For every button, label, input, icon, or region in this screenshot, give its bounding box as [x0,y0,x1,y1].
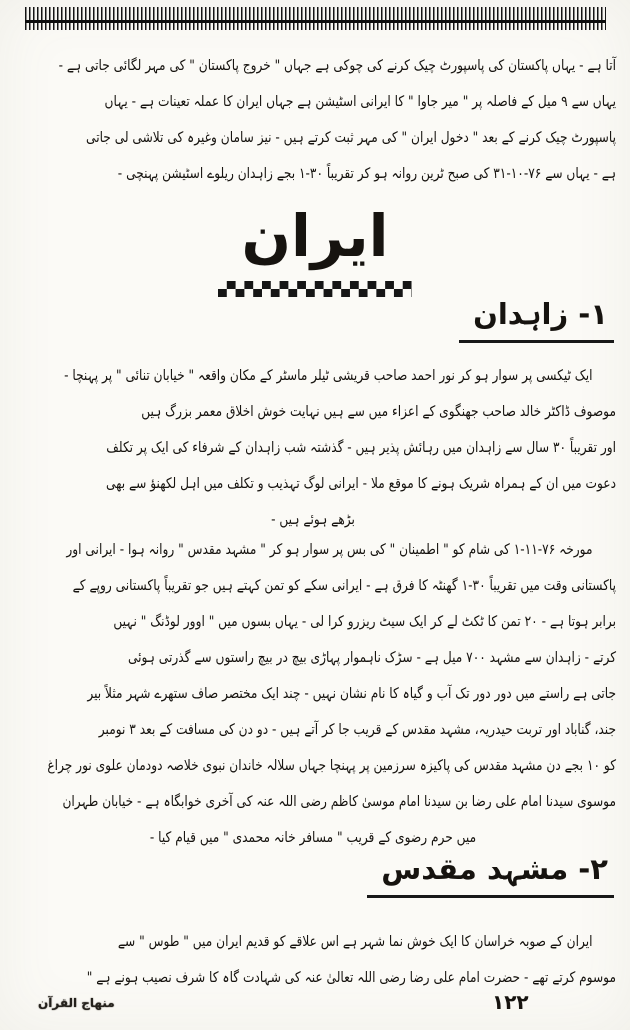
zahidan-paragraph-2 [10,532,616,856]
page-title: ایران [241,202,389,270]
title-ornament [218,281,412,297]
text-line: موصوف ڈاکٹر خالد صاحب جھنگوی کے اعزاء میں سے ہیں نہایت خوش اخلاق معمر بزرگ ہیں [141,404,616,420]
text-line: مورخہ ⁦۱-۱۱-۷۶⁩ کی شام کو " اطمینان " کی بس پر سوار ہو کر " مشہد مقدس " روانہ ہوا - ایرانی اور [66,542,593,558]
section-heading-mashhad [367,852,614,898]
text-line: جند، گناباد اور تربت حیدریہ، مشہد مقدس کے قریب جا کر آتے ہیں - دو دن کی مسافت کے بعد ۳ نومبر [98,722,616,738]
publisher-stamp: منهاج القرآن [38,996,115,1010]
text-line: موسوی سیدنا امام علی رضا بن سیدنا امام موسیٰ کاظم رضی اللہ عنہ کی آخری خوابگاہ ہے - خیابان طہران [62,794,617,810]
section-heading-zahidan [459,297,614,343]
text-line: پاسپورٹ چیک کرنے کے بعد " دخول ایران " کی مہر ثبت کرتے ہیں - نیز سامان وغیرہ کی تلاشی لی جاتی [86,130,617,146]
page-number: ۱۲۲ [492,990,529,1014]
top-ornament-band [25,7,606,30]
text-line: بڑھے ہوئے ہیں - [271,512,355,528]
text-line: پاکستانی وقت میں تقریباً ⁦۱-۳۰⁩ گھنٹہ کا فرق ہے - ایرانی سکے کو تمن کہتے ہیں جو تقریباً پاکستانی روپے کے [72,578,616,594]
text-line: یہاں سے ۹ میل کے فاصلہ پر " میر جاوا " کا ایرانی اسٹیشن ہے جہاں ایران کا عملہ تعینات ہے - یہاں [104,94,616,110]
mashhad-paragraph [10,924,616,996]
text-line: کو ۱۰ بجے دن مشہد مقدس کی پاکیزہ سرزمین پر پہنچا جہاں سلالہ خاندان نبوی خلاصہ دودمان علوی نور چراغ [47,758,616,774]
text-line: آتا ہے - یہاں پاکستان کی پاسپورٹ چیک کرنے کی چوکی ہے جہاں " خروج پاکستان " کی مہر لگائی جاتی ہے - [58,58,616,74]
text-line: ایران کے صوبہ خراسان کا ایک خوش نما شہر ہے اس علاقے کو قدیم ایران میں " طوس " سے [117,934,593,950]
section-heading-text: ۱- زاہدان [459,297,614,343]
text-line: ہے - یہاں سے ⁦۳۱-۱۰-۷۶⁩ کی صبح ٹرین روانہ ہو کر تقریباً ⁦۱-۳۰⁩ بجے زاہدان ریلوے اسٹیشن پہنچی - [117,166,616,182]
text-line: ایک ٹیکسی پر سوار ہو کر نور احمد صاحب قریشی ٹیلر ماسٹر کے مکان واقعہ " خیابان تنائی " پر پہنچا - [64,368,593,384]
text-line: جاتی ہے راستے میں دور دور تک آب و گیاہ کا نام نشان نہیں - چند ایک مختصر صاف ستھرے شہر مثلاً بیر [87,686,617,702]
zahidan-paragraph-1 [10,358,616,538]
text-line: میں حرم رضوی کے قریب " مسافر خانہ محمدی " میں قیام کیا - [149,830,477,846]
text-line: برابر ہوتا ہے - ۲۰ تمن کا ٹکٹ لے کر ایک سیٹ ریزرو کرا لی - یہاں بسوں میں " اوور لوڈنگ " نہیں [113,614,616,630]
intro-paragraph [10,48,616,192]
text-line: دعوت میں ان کے ہمراہ شریک ہونے کا موقع ملا - ایرانی لوگ تہذیب و تکلف میں اہل لکھنؤ سے بھی [106,476,617,492]
text-line: اور تقریباً ۳۰ سال سے زاہدان میں رہائش پذیر ہیں - گذشتہ شب زاہدان کے شرفاء کی ایک پر تکلف [106,440,616,456]
text-line: موسوم کرتے تھے - حضرت امام علی رضا رضی اللہ تعالیٰ عنہ کی شہادت گاہ کا شرف نصیب ہونے ہے " [86,970,617,986]
text-line: کرتے - زاہدان سے مشہد ۷۰۰ میل ہے - سڑک ناہموار پہاڑی بیچ در بیچ راستوں سے گذرتی ہوئی [127,650,616,666]
section-heading-text: ۲- مشہد مقدس [367,852,614,898]
